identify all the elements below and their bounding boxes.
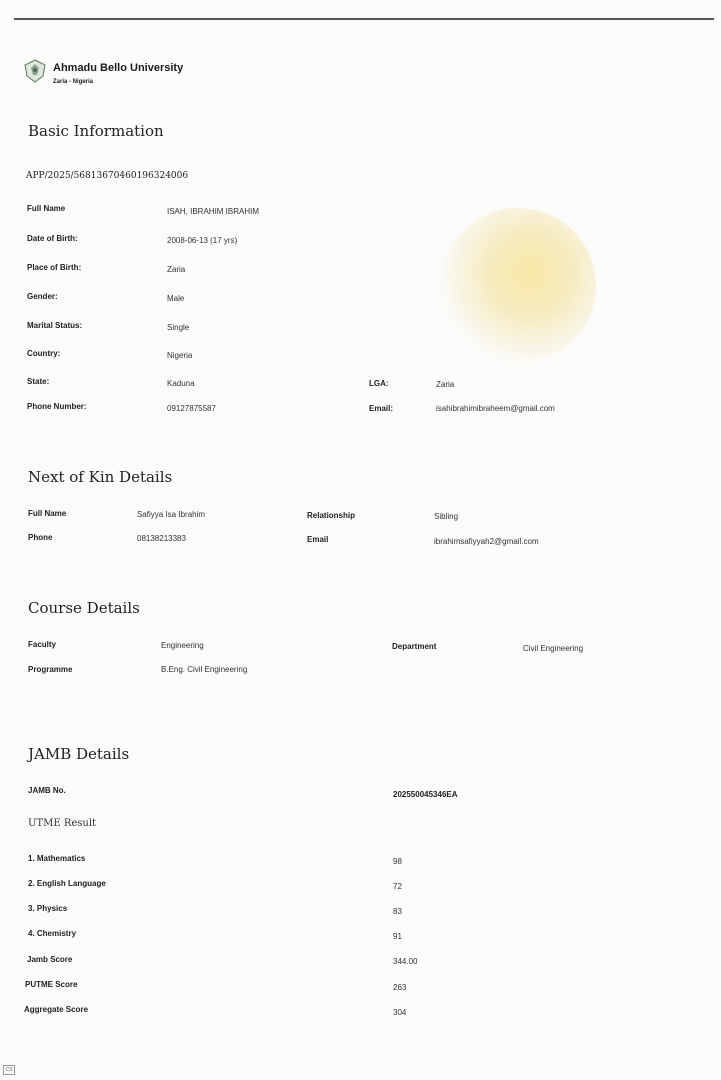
subject-2-label: 2. English Language xyxy=(28,879,106,888)
subject-1-label: 1. Mathematics xyxy=(28,854,86,863)
scanner-watermark-icon: CS xyxy=(3,1065,15,1075)
subject-4-score: 91 xyxy=(393,932,402,941)
basic-info-title: Basic Information xyxy=(28,122,164,140)
state-value: Kaduna xyxy=(167,379,195,388)
gender-label: Gender: xyxy=(27,292,58,301)
subject-3-score: 83 xyxy=(393,907,402,916)
university-crest-icon xyxy=(22,58,48,84)
full-name-value: ISAH, IBRAHIM IBRAHIM xyxy=(167,207,260,216)
full-name-label: Full Name xyxy=(27,204,66,213)
next-of-kin-title: Next of Kin Details xyxy=(28,468,173,486)
nok-phone-value: 08138213383 xyxy=(137,534,186,543)
nok-full-name-label: Full Name xyxy=(28,509,67,518)
subject-2-score: 72 xyxy=(393,882,402,891)
top-divider xyxy=(14,18,714,20)
jamb-details-title: JAMB Details xyxy=(28,745,130,763)
gender-value: Male xyxy=(167,294,185,303)
aggregate-score-value: 304 xyxy=(393,1008,407,1017)
department-label: Department xyxy=(392,642,437,651)
subject-4-label: 4. Chemistry xyxy=(28,929,77,938)
aggregate-score-label: Aggregate Score xyxy=(24,1005,89,1014)
country-value: Nigeria xyxy=(167,351,193,360)
jamb-score-label: Jamb Score xyxy=(27,955,73,964)
country-label: Country: xyxy=(27,349,61,358)
jamb-no-label: JAMB No. xyxy=(28,786,66,795)
pob-label: Place of Birth: xyxy=(27,263,82,272)
state-label: State: xyxy=(27,377,50,386)
phone-label: Phone Number: xyxy=(27,402,87,411)
nok-email-value: ibrahimsafiyyah2@gmail.com xyxy=(434,537,539,546)
nok-relationship-value: Sibling xyxy=(434,512,459,521)
phone-value: 09127875587 xyxy=(167,404,216,413)
putme-score-label: PUTME Score xyxy=(25,980,78,989)
university-name: Ahmadu Bello University xyxy=(53,62,184,74)
university-location: Zaria - Nigeria xyxy=(53,79,94,85)
passport-photo xyxy=(440,208,596,364)
programme-label: Programme xyxy=(28,665,73,674)
faculty-label: Faculty xyxy=(28,640,57,649)
email-value: isahibrahimibraheem@gmail.com xyxy=(436,404,555,413)
marital-label: Marital Status: xyxy=(27,321,83,330)
lga-label: LGA: xyxy=(369,379,389,388)
utme-result-title: UTME Result xyxy=(28,818,97,829)
faculty-value: Engineering xyxy=(161,641,204,650)
lga-value: Zaria xyxy=(436,380,455,389)
putme-score-value: 263 xyxy=(393,983,407,992)
nok-full-name-value: Safiyya Isa Ibrahim xyxy=(137,510,206,519)
subject-3-label: 3. Physics xyxy=(28,904,68,913)
jamb-no-value: 202550045346EA xyxy=(393,790,458,799)
subject-1-score: 98 xyxy=(393,857,402,866)
nok-email-label: Email xyxy=(307,535,329,544)
dob-value: 2008-06-13 (17 yrs) xyxy=(167,236,238,245)
marital-value: Single xyxy=(167,323,190,332)
email-label: Email: xyxy=(369,404,394,413)
nok-relationship-label: Relationship xyxy=(307,511,356,520)
pob-value: Zaria xyxy=(167,265,186,274)
application-id: APP/2025/56813670460196324006 xyxy=(26,171,189,181)
jamb-score-value: 344.00 xyxy=(393,957,418,966)
programme-value: B.Eng. Civil Engineering xyxy=(161,665,248,674)
course-details-title: Course Details xyxy=(28,599,140,617)
dob-label: Date of Birth: xyxy=(27,234,78,243)
department-value: Civil Engineering xyxy=(523,644,584,653)
nok-phone-label: Phone xyxy=(28,533,53,542)
